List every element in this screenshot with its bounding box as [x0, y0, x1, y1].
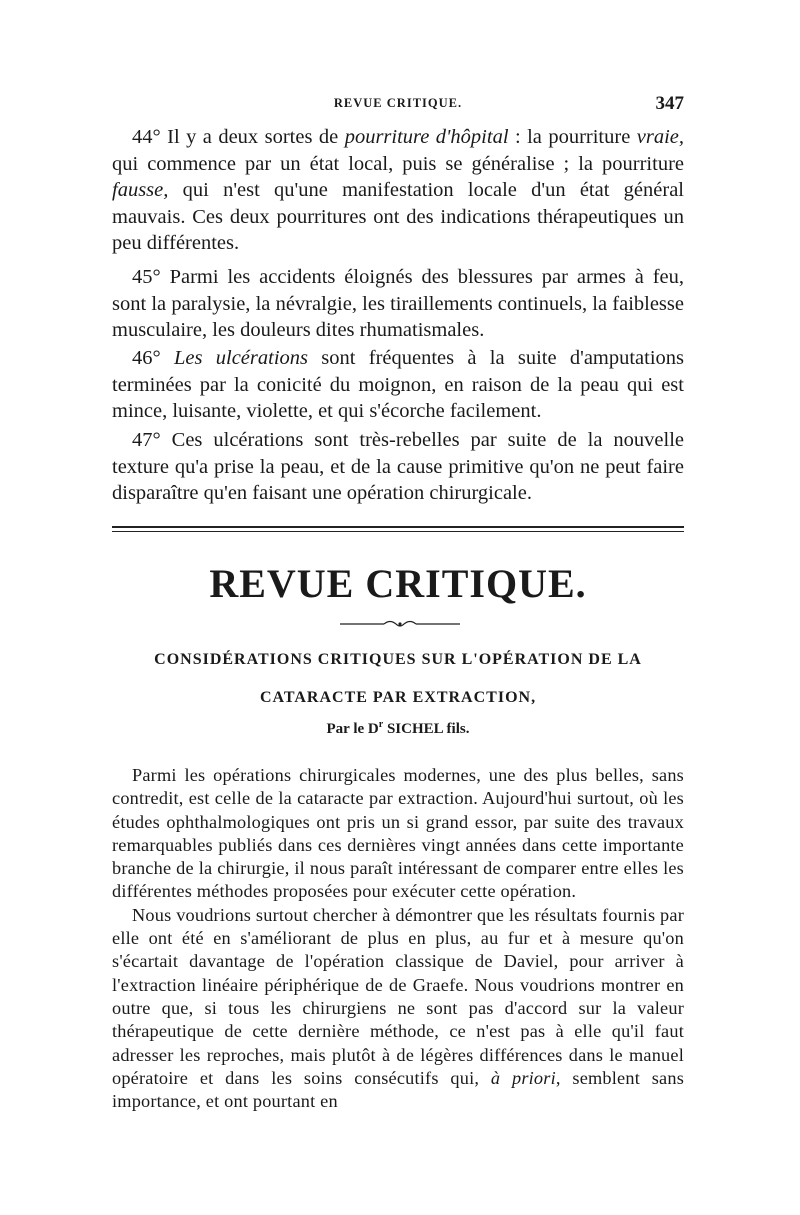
- item-number: 45°: [132, 266, 161, 288]
- text-run: qui n'est qu'une manifestation locale d'un état général mauvais. Ces deux pourritures ont des indications thérapeutiques un peu différentes.: [112, 179, 684, 254]
- divider-line-thin: [112, 531, 684, 532]
- text-run: Il y a deux sortes de: [160, 126, 345, 148]
- italic-term: fausse,: [112, 179, 169, 201]
- page-number: 347: [655, 93, 684, 114]
- body-paragraph-1: Parmi les opérations chirurgicales modernes, une des plus belles, sans contredit, est celle de la cataracte par extraction. Aujourd'hui surtout, où les études ophthalmologiques ont pris un si grand essor, par suite des travaux remarquables publiés dans ces dernières vingt années dans cette importante branche de la chirurgie, il nous paraît intéressant de comparer entre elles les différentes méthodes proposées pour exécuter cette opération.: [112, 765, 684, 902]
- item-44: [112, 124, 684, 257]
- italic-term: à priori: [490, 1067, 556, 1088]
- running-title: REVUE CRITIQUE.: [333, 96, 463, 110]
- text-run: Nous voudrions surtout chercher à démontrer que les résultats fournis par elle ont été en s'améliorant de plus en plus, au fur et à mesure qu'on s'écartait davantage de l'opération classique de Daviel, pour arriver à l'extraction linéaire périphérique de de Graefe. Nous voudrions montrer en outre que, si tous les chirurgiens ne sont pas d'accord sur la valeur thérapeutique de cette dernière méthode, ce n'est pas à elle qu'il faut adresser les reproches, mais plutôt à de légères différences dans le manuel opératoire et dans les soins consécutifs qui,: [112, 904, 684, 1088]
- italic-term: vraie,: [636, 126, 684, 148]
- text-run: qui commence par un état local, puis se généralise ; la pourriture: [112, 152, 684, 175]
- section-title: REVUE CRITIQUE.: [209, 561, 587, 606]
- article-title-line-2: CATARACTE PAR EXTRACTION,: [259, 689, 537, 706]
- ornament-rule: [340, 619, 460, 629]
- paragraph: [112, 124, 684, 257]
- author-prefix: Par le D: [326, 721, 379, 737]
- item-45: [112, 264, 684, 344]
- running-head: [112, 93, 684, 116]
- item-number: 44°: [132, 126, 161, 148]
- paragraph: [112, 427, 684, 507]
- paragraph: [112, 345, 684, 425]
- article-title-line-1: CONSIDÉRATIONS CRITIQUES SUR L'OPÉRATION DE LA: [154, 651, 642, 668]
- italic-term: Les ulcérations: [174, 347, 309, 369]
- section-divider: [112, 526, 684, 532]
- text-run: Parmi les accidents éloignés des blessures par armes à feu, sont la paralysie, la névralgie, les tiraillements continuels, la faiblesse musculaire, les douleurs dites rhumatismales.: [112, 266, 684, 341]
- article-title: [112, 648, 684, 710]
- item-47: [112, 427, 684, 507]
- italic-term: pourriture d'hôpital: [344, 126, 509, 148]
- item-number: 47°: [132, 429, 161, 451]
- text-run: sont fréquentes à la suite d'amputations terminées par la conicité du moignon, en raison de la peau qui est mince, luisante, violette, et qui s'écorche facilement.: [112, 347, 685, 422]
- author-name: SICHEL fils.: [383, 721, 470, 737]
- divider-line-thick: [112, 526, 684, 528]
- body-paragraph-2: [112, 904, 684, 1114]
- author-sup: r: [378, 719, 384, 730]
- text-run: , semblent sans importance, et ont pourtant en: [112, 1067, 685, 1112]
- text-run: : la pourriture: [508, 126, 637, 148]
- author-line: [112, 719, 684, 738]
- article-body: [112, 764, 684, 1113]
- item-46: [112, 345, 684, 425]
- paragraph: [112, 264, 684, 344]
- item-number: 46°: [132, 347, 161, 369]
- text-run: Ces ulcérations sont très-rebelles par suite de la nouvelle texture qu'a prise la peau, et de la cause primitive qu'on ne peut faire disparaître qu'en faisant une opération chirurgicale.: [112, 429, 684, 504]
